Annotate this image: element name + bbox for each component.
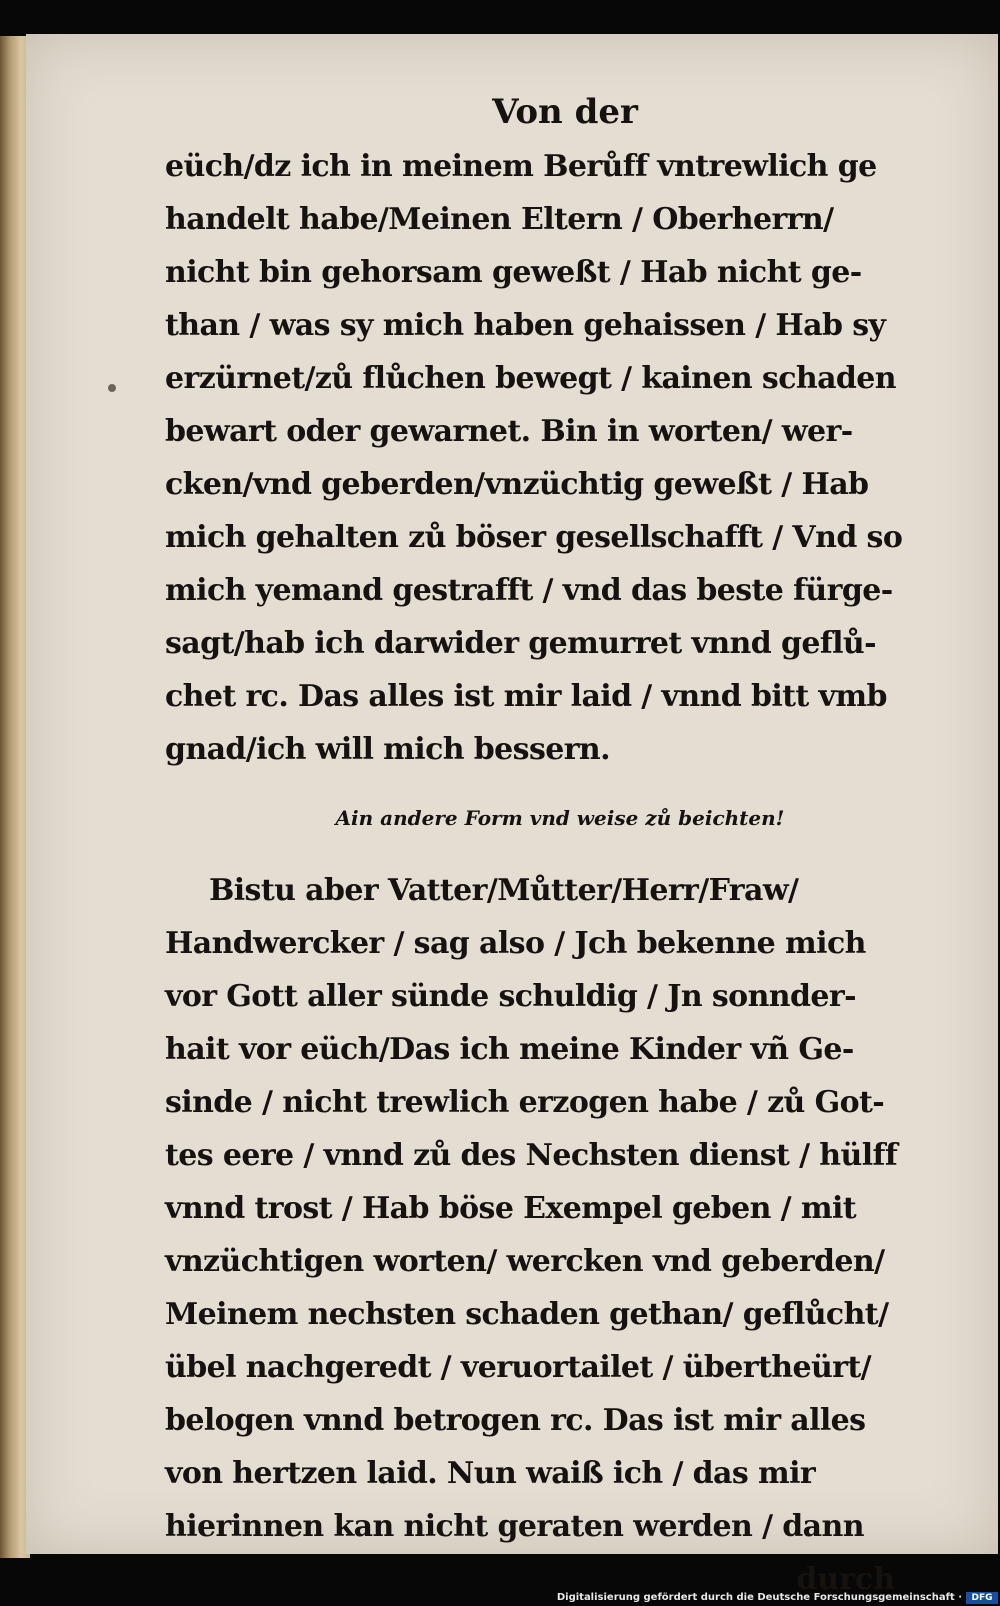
text-line: tes eere / vnnd zů des Nechsten dienst / hülff xyxy=(165,1138,898,1173)
text-line: hait vor eüch/Das ich meine Kinder vñ Ge- xyxy=(165,1032,854,1067)
page-text-block xyxy=(165,92,955,1606)
text-line: than / was sy mich haben gehaissen / Hab sy xyxy=(165,308,886,343)
text-line: sinde / nicht trewlich erzogen habe / zů Got- xyxy=(165,1085,885,1120)
text-line: gnad/ich will mich bessern. xyxy=(165,732,610,767)
section-subheading: Ain andere Form vnd weise zů beichten! xyxy=(335,806,785,830)
text-line: nicht bin gehorsam geweßt / Hab nicht ge- xyxy=(165,255,862,290)
text-line: handelt habe/Meinen Eltern / Oberherrn/ xyxy=(165,202,834,237)
text-line: vnzüchtigen worten/ wercken vnd geberden/ xyxy=(165,1244,885,1279)
text-line: cken/vnd geberden/vnzüchtig geweßt / Hab xyxy=(165,467,869,502)
digitization-credit: Digitalisierung gefördert durch die Deutsche Forschungsgemeinschaft · xyxy=(556,1592,962,1603)
text-line: sagt/hab ich darwider gemurret vnnd geflů- xyxy=(165,626,876,661)
text-line: Bistu aber Vatter/Můtter/Herr/Fraw/ xyxy=(209,873,799,908)
text-line: vnnd trost / Hab böse Exempel geben / mit xyxy=(165,1191,857,1226)
paragraph-2 xyxy=(165,864,955,1553)
text-line: mich gehalten zů böser gesellschafft / Vnd so xyxy=(165,520,903,555)
text-line: eüch/dz ich in meinem Berůff vntrewlich ge xyxy=(165,149,877,184)
text-line: chet rc. Das alles ist mir laid / vnnd bitt vmb xyxy=(165,679,887,714)
running-head: Von der xyxy=(492,92,638,132)
text-line: Meinem nechsten schaden gethan/ geflůcht/ xyxy=(165,1297,889,1332)
dfg-logo: DFG xyxy=(966,1592,998,1604)
text-line: mich yemand gestrafft / vnd das beste fürge- xyxy=(165,573,893,608)
text-line: erzürnet/zů flůchen bewegt / kainen schaden xyxy=(165,361,896,396)
text-line: hierinnen kan nicht geraten werden / dann xyxy=(165,1509,864,1544)
paragraph-1 xyxy=(165,140,955,776)
ink-speck xyxy=(108,384,116,392)
text-line: von hertzen laid. Nun waiß ich / das mir xyxy=(165,1456,816,1491)
text-line: übel nachgeredt / veruortailet / übertheürt/ xyxy=(165,1350,871,1385)
catchword: durch xyxy=(796,1562,895,1597)
text-line: bewart oder gewarnet. Bin in worten/ wer- xyxy=(165,414,853,449)
text-line: vor Gott aller sünde schuldig / Jn sonnder- xyxy=(165,979,856,1014)
text-line: belogen vnnd betrogen rc. Das ist mir alles xyxy=(165,1403,866,1438)
text-line: Handwercker / sag also / Jch bekenne mich xyxy=(165,926,866,961)
